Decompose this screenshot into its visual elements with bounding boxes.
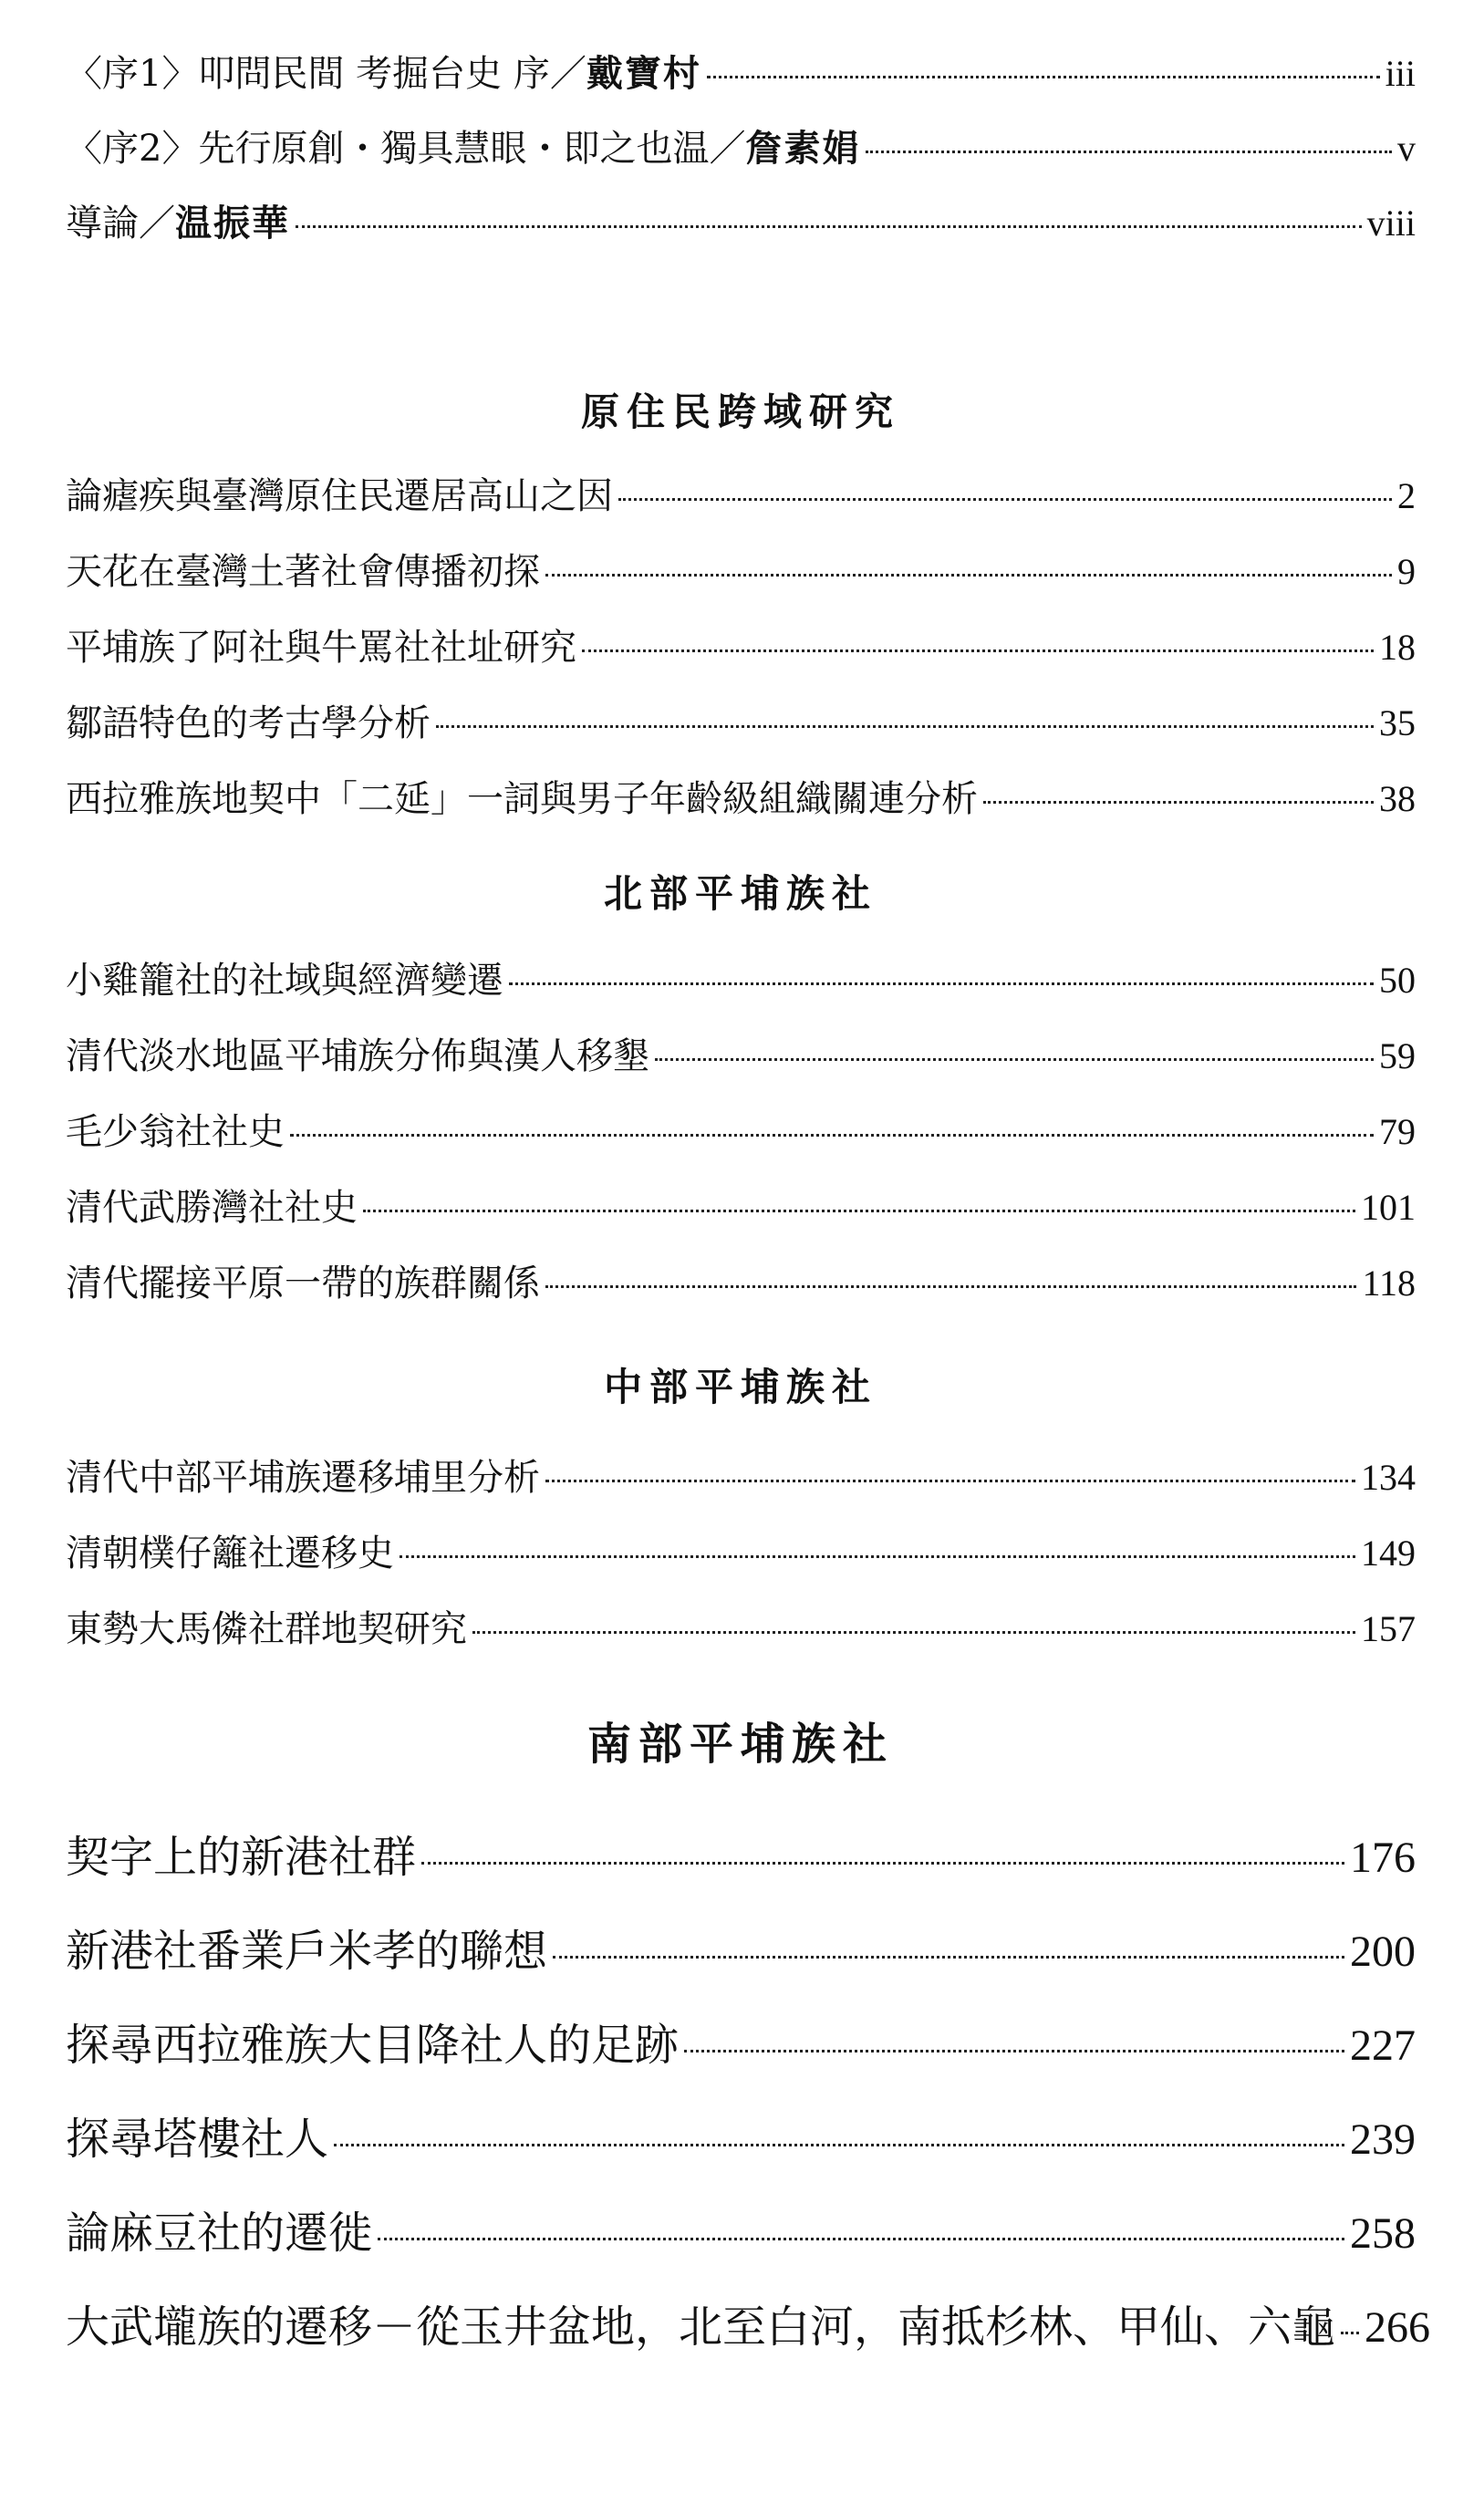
toc-entry[interactable] bbox=[66, 1999, 1416, 2093]
dot-leader bbox=[296, 225, 1362, 228]
section-entry-list bbox=[66, 458, 1416, 837]
toc-entry[interactable] bbox=[66, 534, 1416, 609]
dot-leader bbox=[983, 801, 1374, 804]
entry-author: 温振華 bbox=[175, 202, 290, 244]
section-entry-list bbox=[66, 942, 1416, 1321]
dot-leader bbox=[545, 1285, 1356, 1288]
entry-title: 新港社番業戶米孝的聯想 bbox=[66, 1926, 548, 1977]
dot-leader bbox=[400, 1555, 1355, 1558]
toc-entry[interactable] bbox=[66, 458, 1416, 534]
entry-page-number: 38 bbox=[1379, 778, 1416, 819]
entry-title: 清朝樸仔籬社遷移史 bbox=[66, 1533, 394, 1574]
toc-entry[interactable] bbox=[66, 1094, 1416, 1169]
toc-entry[interactable] bbox=[66, 1515, 1416, 1591]
entry-page-number: v bbox=[1397, 128, 1416, 169]
entry-title: 〈序1〉叩問民間 考掘台史 序／戴寶村 bbox=[66, 52, 701, 95]
entry-title: 契字上的新港社群 bbox=[66, 1832, 417, 1883]
entry-title: 〈序2〉先行原創・獨具慧眼・即之也温／詹素娟 bbox=[66, 127, 861, 170]
entry-page-number: 200 bbox=[1350, 1928, 1416, 1976]
toc-entry[interactable] bbox=[66, 2093, 1416, 2187]
dot-leader bbox=[421, 1862, 1344, 1865]
entry-page-number: 176 bbox=[1350, 1834, 1416, 1882]
entry-page-number: 258 bbox=[1350, 2209, 1416, 2258]
entry-page-number: iii bbox=[1385, 53, 1416, 94]
toc-entry[interactable] bbox=[66, 1169, 1416, 1245]
dot-leader bbox=[436, 725, 1374, 728]
entry-title: 導論／温振華 bbox=[66, 202, 290, 244]
entry-page-number: 157 bbox=[1361, 1608, 1416, 1649]
dot-leader bbox=[707, 76, 1380, 78]
section-heading: 北部平埔族社 bbox=[603, 871, 877, 916]
entry-page-number: 2 bbox=[1397, 475, 1416, 516]
dot-leader bbox=[582, 649, 1374, 652]
dot-leader bbox=[545, 1480, 1355, 1482]
dot-leader bbox=[618, 498, 1392, 501]
dot-leader bbox=[334, 2144, 1344, 2146]
entry-page-number: 59 bbox=[1379, 1035, 1416, 1076]
entry-page-number: 35 bbox=[1379, 702, 1416, 743]
dot-leader bbox=[509, 982, 1374, 985]
toc-entry[interactable] bbox=[66, 2187, 1416, 2281]
toc-entry[interactable] bbox=[66, 942, 1416, 1018]
dot-leader bbox=[378, 2238, 1344, 2240]
section-entry-list bbox=[66, 1811, 1431, 2374]
entry-page-number: 101 bbox=[1361, 1187, 1416, 1228]
entry-title: 毛少翁社社史 bbox=[66, 1111, 285, 1153]
toc-entry[interactable] bbox=[66, 1018, 1416, 1094]
dot-leader bbox=[290, 1134, 1374, 1137]
toc-entry[interactable] bbox=[66, 761, 1416, 837]
entry-page-number: viii bbox=[1366, 203, 1416, 244]
entry-page-number: 266 bbox=[1365, 2303, 1431, 2352]
entry-page-number: 9 bbox=[1397, 551, 1416, 592]
dot-leader bbox=[363, 1210, 1355, 1212]
entry-title: 西拉雅族地契中「二延」一詞與男子年齡級組織關連分析 bbox=[66, 778, 978, 820]
entry-title: 清代中部平埔族遷移埔里分析 bbox=[66, 1457, 540, 1499]
toc-entry[interactable] bbox=[66, 609, 1416, 685]
entry-title: 論麻豆社的遷徙 bbox=[66, 2208, 373, 2259]
entry-title: 論瘧疾與臺灣原住民遷居高山之因 bbox=[66, 475, 613, 517]
entry-title: 探尋塔樓社人 bbox=[66, 2114, 329, 2165]
table-of-contents bbox=[66, 36, 1431, 2374]
toc-entry-introduction[interactable] bbox=[66, 186, 1416, 261]
entry-title: 小雞籠社的社域與經濟變遷 bbox=[66, 960, 503, 1002]
section-entry-list bbox=[66, 1439, 1416, 1667]
dot-leader bbox=[472, 1631, 1355, 1634]
dot-leader bbox=[655, 1058, 1374, 1061]
toc-entry[interactable] bbox=[66, 1905, 1416, 1999]
entry-page-number: 18 bbox=[1379, 627, 1416, 668]
entry-title: 清代武勝灣社社史 bbox=[66, 1187, 358, 1229]
dot-leader bbox=[866, 151, 1392, 153]
entry-page-number: 134 bbox=[1361, 1457, 1416, 1498]
entry-title: 鄒語特色的考古學分析 bbox=[66, 702, 431, 744]
entry-page-number: 239 bbox=[1350, 2115, 1416, 2164]
toc-entry[interactable] bbox=[66, 1811, 1416, 1905]
dot-leader bbox=[545, 574, 1392, 577]
section-heading: 南部平埔族社 bbox=[586, 1719, 894, 1770]
entry-page-number: 79 bbox=[1379, 1111, 1416, 1152]
entry-page-number: 50 bbox=[1379, 960, 1416, 1001]
entry-title: 平埔族了阿社與牛罵社社址研究 bbox=[66, 627, 576, 669]
entry-page-number: 149 bbox=[1361, 1533, 1416, 1574]
entry-title: 大武壠族的遷移－從玉井盆地，北至白河，南抵杉林、甲仙、六龜 bbox=[66, 2302, 1336, 2353]
toc-entry-preface-1[interactable] bbox=[66, 36, 1416, 111]
entry-title: 東勢大馬僯社群地契研究 bbox=[66, 1608, 467, 1650]
toc-entry[interactable] bbox=[66, 685, 1416, 761]
entry-page-number: 227 bbox=[1350, 2021, 1416, 2070]
entry-title: 清代淡水地區平埔族分佈與漢人移墾 bbox=[66, 1035, 649, 1077]
dot-leader bbox=[684, 2050, 1344, 2052]
section-heading: 原住民跨域研究 bbox=[580, 390, 900, 434]
toc-entry[interactable] bbox=[66, 1439, 1416, 1515]
section-heading: 中部平埔族社 bbox=[603, 1365, 877, 1409]
entry-title: 探尋西拉雅族大目降社人的足跡 bbox=[66, 2020, 680, 2071]
entry-page-number: 118 bbox=[1362, 1263, 1416, 1304]
toc-entry[interactable] bbox=[66, 2281, 1431, 2374]
toc-entry[interactable] bbox=[66, 1245, 1416, 1321]
entry-author: 戴寶村 bbox=[586, 52, 701, 95]
dot-leader bbox=[553, 1956, 1344, 1959]
entry-title: 天花在臺灣土著社會傳播初探 bbox=[66, 551, 540, 593]
entry-author: 詹素娟 bbox=[745, 127, 861, 170]
dot-leader bbox=[1341, 2332, 1359, 2334]
front-matter-list bbox=[66, 36, 1416, 261]
toc-entry[interactable] bbox=[66, 1591, 1416, 1667]
entry-title: 清代擺接平原一帶的族群關係 bbox=[66, 1263, 540, 1304]
toc-entry-preface-2[interactable] bbox=[66, 111, 1416, 186]
